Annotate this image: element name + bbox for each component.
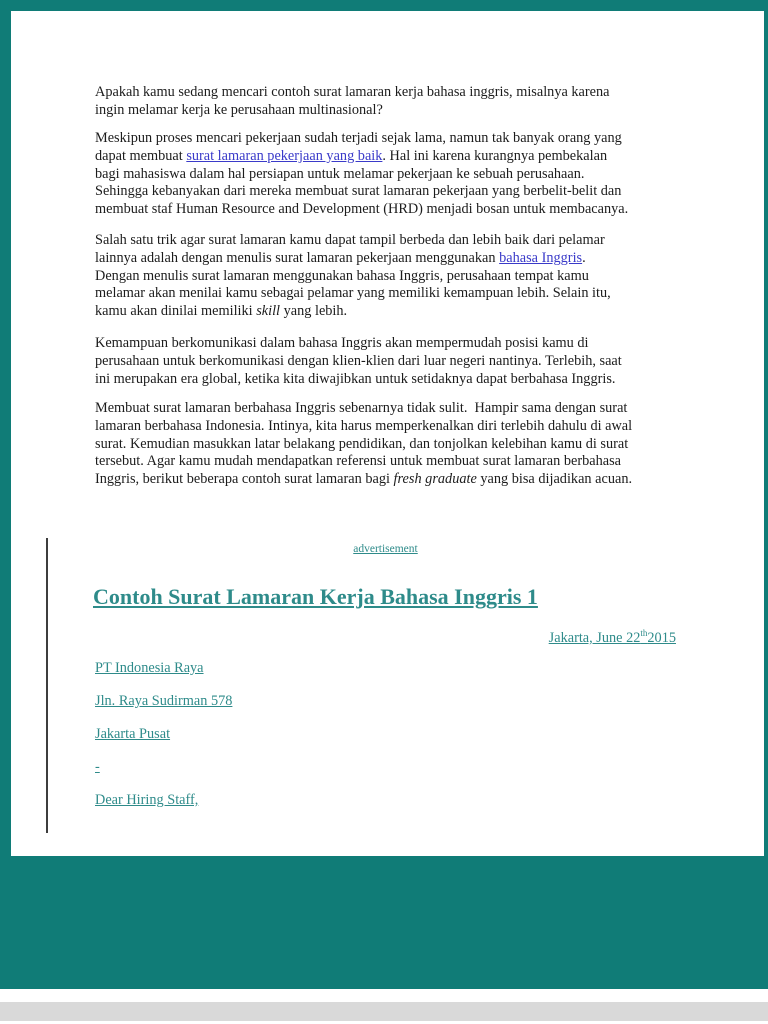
paragraph-meskipun <box>95 130 677 219</box>
letter-line-salutation[interactable]: Dear Hiring Staff, <box>95 792 199 808</box>
letter-line-dash[interactable]: - <box>95 759 100 775</box>
text-run: Membuat surat lamaran berbahasa Inggris sebenarnya tidak sulit. Hampir sama dengan surat <box>95 400 628 416</box>
italic-text: fresh graduate <box>393 471 477 488</box>
paragraph-salah-satu-trik <box>95 232 677 321</box>
text-run: Dengan menulis surat lamaran menggunakan bahasa Inggris, perusahaan tempat kamu <box>95 267 589 284</box>
text-run: melamar akan menilai kamu sebagai pelamar yang memiliki kemampuan lebih. Selain itu, <box>95 285 611 302</box>
text-run: 2015 <box>647 630 676 646</box>
frame-left <box>0 0 11 989</box>
text-run: lamaran berbahasa Indonesia. Intinya, kita harus memperkenalkan diri terlebih dahulu di awal <box>95 417 633 434</box>
paragraph-membuat-surat <box>95 400 677 489</box>
text-run: yang lebih. <box>280 303 348 320</box>
inline-link[interactable]: bahasa Inggris <box>499 249 583 266</box>
text-run: . Hal ini karena kurangnya pembekalan <box>382 147 608 164</box>
text-run: membuat staf Human Resource and Development (HRD) menjadi bosan untuk membacanya. <box>95 201 629 218</box>
text-run: kamu akan dinilai memiliki <box>95 303 257 320</box>
text-run: surat. Kemudian masukkan latar belakang pendidikan, dan tonjolkan kelebihan kamu di surat <box>95 435 629 452</box>
frame-bottom <box>0 856 768 989</box>
advertisement-link[interactable]: advertisement <box>353 543 418 555</box>
text-run: tersebut. Agar kamu mudah mendapatkan referensi untuk membuat surat lamaran berbahasa <box>95 453 622 470</box>
superscript-text: th <box>640 628 648 639</box>
text-run: yang bisa dijadikan acuan. <box>476 471 633 488</box>
text-run: Kemampuan berkomunikasi dalam bahasa Inggris akan mempermudah posisi kamu di <box>95 335 589 351</box>
text-run: lainnya adalah dengan menulis surat lamaran pekerjaan menggunakan <box>95 249 500 266</box>
advertisement-row <box>95 539 676 557</box>
text-run: Jakarta, June 22 <box>548 630 641 646</box>
frame-right <box>764 0 768 989</box>
text-run: Inggris, berikut beberapa contoh surat lamaran bagi <box>95 471 394 488</box>
frame-top <box>0 0 768 11</box>
italic-text: skill <box>256 303 281 320</box>
letter-line-city[interactable]: Jakarta Pusat <box>95 726 171 742</box>
text-run: Sehingga kebanyakan dari mereka membuat surat lamaran pekerjaan yang berbelit-belit dan <box>95 183 622 200</box>
date-row <box>95 629 676 647</box>
next-page-edge <box>0 1002 768 1021</box>
text-run: bagi mahasiswa dalam hal persiapan untuk melamar pekerjaan ke sebuah perusahaan. <box>95 165 585 182</box>
text-run: perusahaan untuk berkomunikasi dengan klien-klien dari luar negeri nantinya. Terlebih, saat <box>95 352 622 369</box>
letter-line-company[interactable]: PT Indonesia Raya <box>95 660 204 676</box>
text-run: ini merupakan era global, ketika kita diwajibkan untuk setidaknya dapat berbahasa Inggris. <box>95 370 616 387</box>
article-title-link[interactable]: Contoh Surat Lamaran Kerja Bahasa Inggris 1 <box>93 584 538 609</box>
text-run: . <box>582 249 586 266</box>
date-link[interactable] <box>549 630 676 646</box>
letter-line-street[interactable]: Jln. Raya Sudirman 578 <box>95 693 233 709</box>
text-run: Meskipun proses mencari pekerjaan sudah terjadi sejak lama, namun tak banyak orang yang <box>95 130 622 146</box>
paragraph-kemampuan <box>95 335 677 388</box>
paragraph-intro <box>95 84 677 120</box>
text-run: dapat membuat <box>95 147 187 164</box>
text-run: Salah satu trik agar surat lamaran kamu dapat tampil berbeda dan lebih baik dari pelamar <box>95 232 605 248</box>
revision-bar <box>46 538 48 833</box>
inline-link[interactable]: surat lamaran pekerjaan yang baik <box>186 147 383 164</box>
text-run: Apakah kamu sedang mencari contoh surat lamaran kerja bahasa inggris, misalnya karena <box>95 84 610 100</box>
text-run: ingin melamar kerja ke perusahaan multinasional? <box>95 101 383 118</box>
